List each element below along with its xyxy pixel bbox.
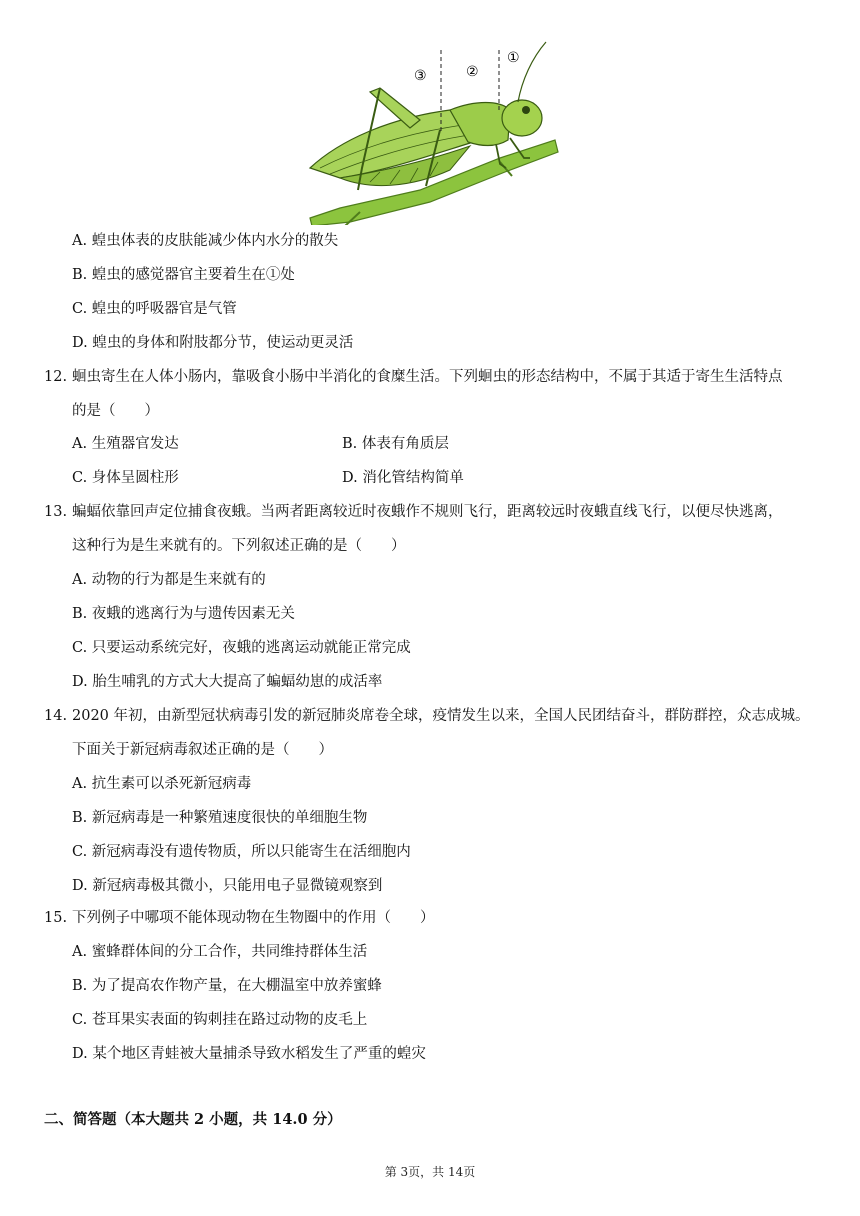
q15-number: 15. [44,910,68,926]
figure-label-1: ① [507,50,520,66]
q14-number: 14. [44,708,68,724]
q12-option-c: C. 身体呈圆柱形 [72,470,179,486]
q13-option-c: C. 只要运动系统完好，夜蛾的逃离运动就能正常完成 [72,640,411,656]
grasshopper-figure [300,40,560,225]
q14-option-c: C. 新冠病毒没有遗传物质，所以只能寄生在活细胞内 [72,844,411,860]
q15-option-d: D. 某个地区青蛙被大量捕杀导致水稻发生了严重的蝗灾 [72,1046,426,1062]
page-footer: 第 3页，共 14页 [384,1165,476,1179]
q12-stem-line2: 的是（ ） [72,403,159,419]
q14-stem-line2: 下面关于新冠病毒叙述正确的是（ ） [72,742,333,758]
q15-option-b: B. 为了提高农作物产量，在大棚温室中放养蜜蜂 [72,978,382,994]
q14-option-a: A. 抗生素可以杀死新冠病毒 [72,776,252,792]
q13-option-a: A. 动物的行为都是生来就有的 [72,572,266,588]
q11-option-d: D. 蝗虫的身体和附肢都分节，使运动更灵活 [72,335,354,351]
q11-option-b: B. 蝗虫的感觉器官主要着生在①处 [72,267,295,283]
q14-option-d: D. 新冠病毒极其微小，只能用电子显微镜观察到 [72,878,383,894]
q15-stem-line1: 下列例子中哪项不能体现动物在生物圈中的作用（ ） [72,910,435,926]
q13-stem-line1: 蝙蝠依靠回声定位捕食夜蛾。当两者距离较近时夜蛾作不规则飞行，距离较远时夜蛾直线飞行，以便尽快逃离， [72,504,783,520]
q14-option-b: B. 新冠病毒是一种繁殖速度很快的单细胞生物 [72,810,368,826]
q11-option-a: A. 蝗虫体表的皮肤能减少体内水分的散失 [72,233,339,249]
q13-option-b: B. 夜蛾的逃离行为与遗传因素无关 [72,606,295,622]
q12-option-a: A. 生殖器官发达 [72,436,179,452]
figure-label-3: ③ [414,68,427,84]
section-2-title: 二、简答题（本大题共 2 小题，共 14.0 分） [44,1111,342,1128]
q13-stem-line2: 这种行为是生来就有的。下列叙述正确的是（ ） [72,538,406,554]
q15-option-c: C. 苍耳果实表面的钩刺挂在路过动物的皮毛上 [72,1012,368,1028]
q14-stem-line1: 2020 年初，由新型冠状病毒引发的新冠肺炎席卷全球，疫情发生以来，全国人民团结奋斗，群防群控，众志成城。 [72,708,810,724]
q12-stem-line1: 蛔虫寄生在人体小肠内，靠吸食小肠中半消化的食糜生活。下列蛔虫的形态结构中，不属于其适于寄生生活特点 [72,369,783,385]
q15-option-a: A. 蜜蜂群体间的分工合作，共同维持群体生活 [72,944,368,960]
q13-number: 13. [44,504,68,520]
q13-option-d: D. 胎生哺乳的方式大大提高了蝙蝠幼崽的成活率 [72,674,383,690]
q11-option-c: C. 蝗虫的呼吸器官是气管 [72,301,237,317]
q12-number: 12. [44,369,68,385]
figure-label-2: ② [466,64,479,80]
q12-option-b: B. 体表有角质层 [342,436,449,452]
grasshopper-icon [310,42,558,225]
q12-option-d: D. 消化管结构简单 [342,470,464,486]
